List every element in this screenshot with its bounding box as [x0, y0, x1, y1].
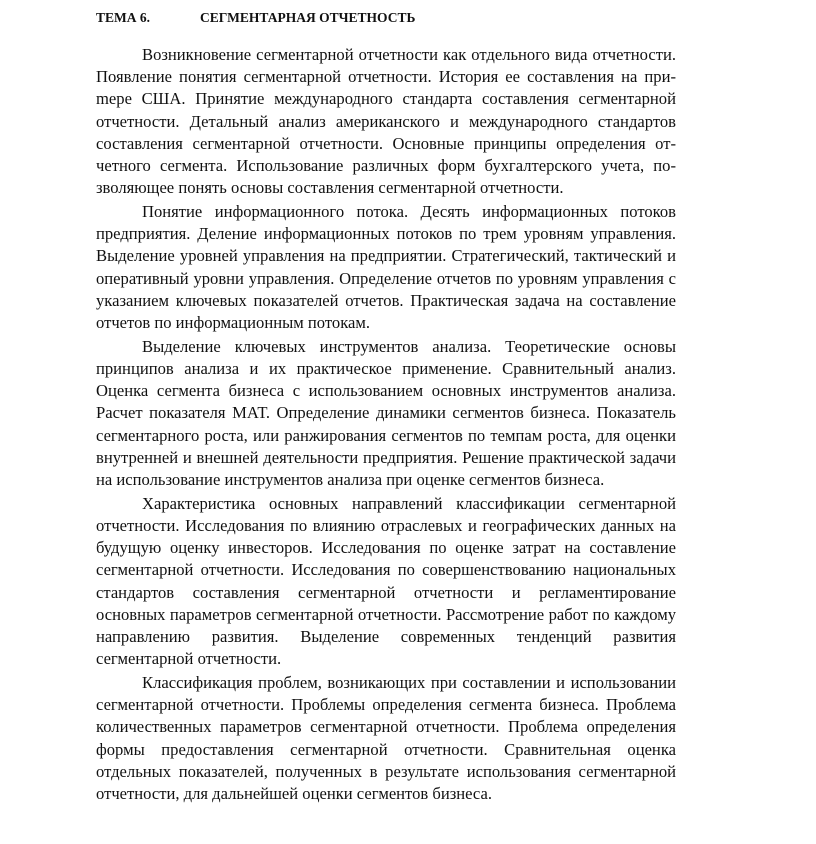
document-page — [96, 10, 676, 807]
topic-heading — [96, 10, 676, 26]
paragraph: Классификация проблем, возникающих при составлении и использовании сегментарной отчетности. Проблемы определения сегмента бизнеса. Проблема количественных параметров сегментарной отчетности. Проблема определения формы предоставления сегментарной отчетности. Сравнительная оценка отдельных показателей, полученных в результате использования сегментарной отчетности, для дальнейшей оценки сегментов бизнеса. — [96, 673, 676, 804]
paragraph: Понятие информационного потока. Десять информационных потоков предприятия. Деление информационных потоков по трем уровням управления. Выделение уровней управления на предприятии. Стратегический, тактический и оперативный уровни управления. Определение отчетов по уровням управления с указанием ключевых показателей отчетов. Практическая задача на составление отчетов по информационным потокам. — [96, 202, 676, 333]
topic-number: ТЕМА 6. — [96, 10, 150, 25]
paragraph: Возникновение сегментарной отчетности как отдельного вида отчетности. Появление понятия сегментарной отчетности. История ее составления на приmере США. Принятие международного стандарта составления сегментарной отчетности. Детальный анализ американского и международного стандартов составления сегментарной отчетности. Основные принципы определения отчетного сегмента. Использование различных форм бухгалтерского учета, позволяющее понять основы составления сегментарной отчетности. — [96, 45, 676, 198]
paragraph: Характеристика основных направлений классификации сегментарной отчетности. Исследования по влиянию отраслевых и географических данных на будущую оценку инвесторов. Исследования по оценке затрат на составление сегментарной отчетности. Исследования по совершенствованию национальных стандартов составления сегментарной отчетности и регламентирование основных параметров сегментарной отчетности. Рассмотрение работ по каждому направлению развития. Выделение современных тенденций развития сегментарной отчетности. — [96, 493, 676, 669]
topic-title: СЕГМЕНТАРНАЯ ОТЧЕТНОСТЬ — [200, 10, 416, 25]
paragraph: Выделение ключевых инструментов анализа. Теоретические основы принципов анализа и их практическое применение. Сравнительный анализ. Оценка сегмента бизнеса с использованием основных инструментов анализа. Расчет показателя МАТ. Определение динамики сегментов бизнеса. Показатель сегментарного роста, или ранжирования сегментов по темпам роста, для оценки внутренней и внешней деятельности предприятия. Решение практической задачи на использование инструментов анализа при оценке сегментов бизнеса. — [96, 336, 676, 490]
